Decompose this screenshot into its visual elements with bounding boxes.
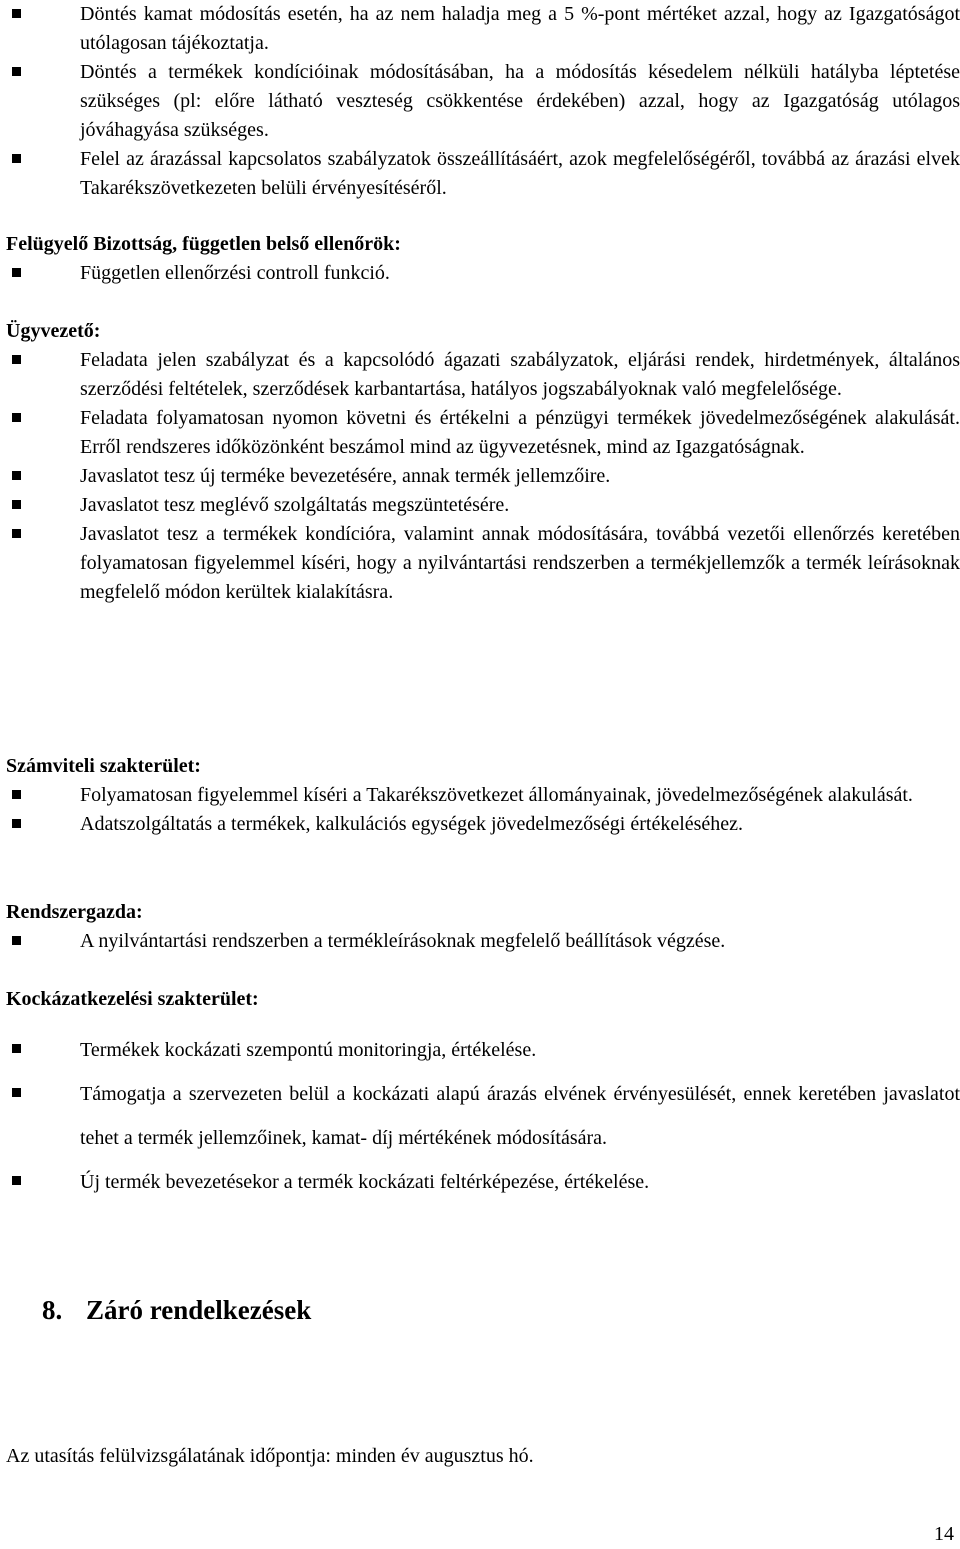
section-ugyvezeto: [6, 317, 960, 607]
section-list: [6, 346, 960, 607]
list-item: Feladata folyamatosan nyomon követni és értékelni a pénzügyi termékek jövedelmezőségének alakulását. Erről rendszeres időközönként beszámol mind az ügyvezetésnek, mind az Igazgatóságnak.: [6, 404, 960, 462]
bullet-icon: [12, 819, 21, 828]
bullet-icon: [12, 154, 21, 163]
list-item: Javaslatot tesz új terméke bevezetésére, annak termék jellemzőire.: [6, 462, 960, 491]
bullet-icon: [12, 9, 21, 18]
section-list: [6, 259, 960, 288]
section-list: [6, 927, 960, 956]
list-item: Adatszolgáltatás a termékek, kalkulációs egységek jövedelmezőségi értékeléséhez.: [6, 810, 960, 839]
bullet-icon: [12, 1044, 21, 1053]
list-item: Termékek kockázati szempontú monitoringja, értékelése.: [6, 1028, 960, 1072]
section-list: [6, 781, 960, 839]
section-heading: Rendszergazda:: [6, 901, 143, 923]
section-heading: Ügyvezető:: [6, 320, 101, 342]
page-number: 14: [934, 1523, 954, 1545]
section-rendszergazda: [6, 898, 960, 956]
chapter-title: Záró rendelkezések: [86, 1295, 312, 1325]
list-item: Javaslatot tesz meglévő szolgáltatás megszüntetésére.: [6, 491, 960, 520]
chapter-number: 8.: [42, 1295, 63, 1325]
bullet-icon: [12, 268, 21, 277]
bullet-icon: [12, 790, 21, 799]
section-heading: Számviteli szakterület:: [6, 755, 201, 777]
bullet-icon: [12, 1088, 21, 1097]
list-item: Felel az árazással kapcsolatos szabályzatok összeállításáért, azok megfelelőségéről, továbbá az árazási elvek Takarékszövetkezeten belüli érvényesítéséről.: [6, 145, 960, 203]
bullet-icon: [12, 936, 21, 945]
bullet-icon: [12, 355, 21, 364]
list-item: Támogatja a szervezeten belül a kockázati alapú árazás elvének érvényesülését, ennek keretében javaslatot tehet a termék jellemzőinek, kamat- díj mértékének módosítására.: [6, 1072, 960, 1160]
section-list: [6, 1028, 960, 1204]
list-item: Döntés a termékek kondícióinak módosításában, ha a módosítás késedelem nélküli hatályba léptetése szükséges (pl: előre látható veszteség csökkentése érdekében) azzal, hogy az Igazgatóság utólagos jóváhagyása szükséges.: [6, 58, 960, 145]
section-kockazat: [6, 985, 960, 1204]
top-list: [6, 0, 960, 203]
list-item: Új termék bevezetésekor a termék kockázati feltérképezése, értékelése.: [6, 1160, 960, 1204]
section-felugyelo: [6, 230, 960, 288]
bullet-icon: [12, 67, 21, 76]
section-szamviteli: [6, 752, 960, 839]
bullet-icon: [12, 500, 21, 509]
bullet-icon: [12, 471, 21, 480]
list-item: A nyilvántartási rendszerben a termékleírásoknak megfelelő beállítások végzése.: [6, 927, 960, 956]
list-item: Folyamatosan figyelemmel kíséri a Takarékszövetkezet állományainak, jövedelmezőségének alakulását.: [6, 781, 960, 810]
bullet-icon: [12, 1176, 21, 1185]
section-heading: Felügyelő Bizottság, független belső ellenőrök:: [6, 233, 401, 255]
section-heading: Kockázatkezelési szakterület:: [6, 988, 259, 1010]
bullet-icon: [12, 413, 21, 422]
list-item: Feladata jelen szabályzat és a kapcsolódó ágazati szabályzatok, eljárási rendek, hirdetmények, általános szerződési feltételek, szerződések karbantartása, hatályos jogszabályoknak való megfelelősége.: [6, 346, 960, 404]
chapter-heading: [42, 1296, 311, 1325]
list-item: Független ellenőrzési controll funkció.: [6, 259, 960, 288]
bullet-icon: [12, 529, 21, 538]
list-item: Döntés kamat módosítás esetén, ha az nem haladja meg a 5 %-pont mértéket azzal, hogy az Igazgatóságot utólagosan tájékoztatja.: [6, 0, 960, 58]
review-date-text: Az utasítás felülvizsgálatának időpontja: minden év augusztus hó.: [6, 1445, 534, 1467]
list-item: Javaslatot tesz a termékek kondícióra, valamint annak módosítására, továbbá vezetői ellenőrzés keretében folyamatosan figyelemmel kíséri, hogy a nyilvántartási rendszerben a termékjellemzők a termék leírásoknak megfelelő módon kerültek kialakításra.: [6, 520, 960, 607]
